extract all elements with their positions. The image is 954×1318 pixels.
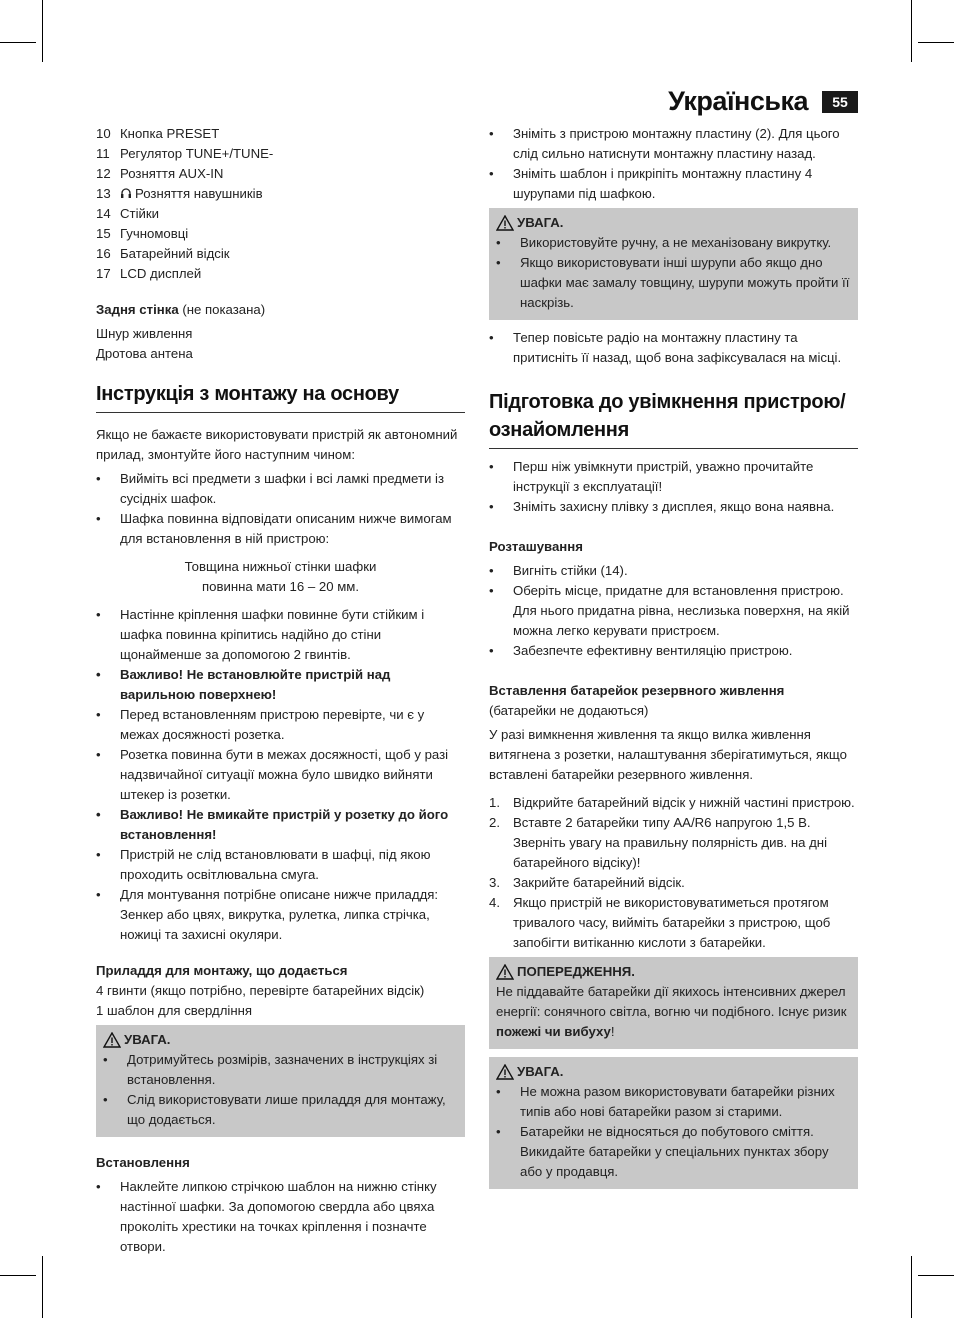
list-item: 4. Якщо пристрій не використовуватиметься протягом тривалого часу, вийміть батарейки з пристрою, щоб запобігти витіканню кислоти з батарейки. xyxy=(489,895,831,950)
warning-icon xyxy=(496,964,514,980)
warning-icon xyxy=(496,215,514,231)
warning-box xyxy=(489,957,858,1049)
accessory-item: 4 гвинти (якщо потрібно, перевірте батарейних відсік) xyxy=(96,983,425,998)
caution-box xyxy=(96,1025,465,1137)
warning-text: Не піддавайте батарейки дії якихось інтенсивних джерел енергії: сонячного світла, вогню чи подібного. Існує ризик пожежі чи вибуху! xyxy=(496,984,847,1039)
left-column xyxy=(96,124,465,1257)
caution-title: УВАГА. xyxy=(124,1032,171,1047)
location-bullets xyxy=(489,561,858,661)
list-item: • Шафка повинна відповідати описаним нижче вимогам для встановлення в ній пристрою: xyxy=(96,509,465,549)
list-item: • Зніміть захисну плівку з дисплея, якщо вона наявна. xyxy=(489,497,858,517)
section-heading-mounting: Інструкція з монтажу на основу xyxy=(96,380,465,413)
crop-mark xyxy=(0,1275,36,1276)
thickness-requirement: Товщина нижньої стінки шафки xyxy=(184,559,377,574)
battery-intro: У разі вимкнення живлення та якщо вилка живлення витягнена з розетки, налаштування зберігатимуться, якщо вставлені батарейки резервного живлення. xyxy=(489,727,847,782)
list-item: 14 Стійки xyxy=(96,206,159,221)
page-number: 55 xyxy=(822,91,858,113)
battery-steps xyxy=(489,793,858,953)
list-item: • Наклейте липкою стрічкою шаблон на нижню стінку настінної шафки. За допомогою свердла або цвяха проколіть хрестики на точках кріплення і позначте отвори. xyxy=(96,1177,465,1257)
crop-mark xyxy=(42,1256,43,1318)
list-item: • Важливо! Не вмикайте пристрій у розетку до його встановлення! xyxy=(96,805,465,845)
headphones-icon xyxy=(120,187,132,199)
thickness-requirement: повинна мати 16 – 20 мм. xyxy=(201,579,360,594)
list-item: • Важливо! Не встановлюйте пристрій над варильною поверхнею! xyxy=(96,665,465,705)
list-item: • Тепер повісьте радіо на монтажну пластину та притисніть її назад, щоб вона зафіксувалася на місці. xyxy=(489,328,858,368)
crop-mark xyxy=(911,1256,912,1318)
list-item: • Розетка повинна бути в межах досяжності, щоб у разі надзвичайної ситуації можна було швидко вийняти штекер із розетки. xyxy=(96,745,465,805)
crop-mark xyxy=(911,0,912,62)
crop-mark xyxy=(918,42,954,43)
preparation-bullets xyxy=(489,457,858,517)
rear-item: Дротова антена xyxy=(96,346,193,361)
caution-title: УВАГА. xyxy=(517,1064,564,1079)
warning-icon xyxy=(103,1032,121,1048)
location-heading: Розташування xyxy=(489,539,583,554)
crop-mark xyxy=(42,0,43,62)
warning-title: ПОПЕРЕДЖЕННЯ. xyxy=(517,964,635,979)
list-item: 17 LCD дисплей xyxy=(96,266,202,281)
list-item: • Для монтування потрібне описане нижче приладдя: Зенкер або цвях, викрутка, рулетка, липка стрічка, ножиці та захисні окуляри. xyxy=(96,885,465,945)
mounting-intro: Якщо не бажаєте використовувати пристрій як автономний прилад, змонтуйте його наступним чином: xyxy=(96,427,458,462)
battery-heading: Вставлення батарейок резервного живлення xyxy=(489,683,785,698)
list-item: • Перед встановленням пристрою перевірте, чи є у межах досяжності розетка. xyxy=(96,705,465,745)
list-item: 15 Гучномовці xyxy=(96,226,189,241)
list-item: • Не можна разом використовувати батарейки різних типів або нові батарейки разом зі старими. xyxy=(496,1082,851,1122)
mounting-bullets-2 xyxy=(96,605,465,945)
crop-mark xyxy=(0,42,36,43)
list-item: • Пристрій не слід встановлювати в шафці, під якою проходить освітлювальна смуга. xyxy=(96,845,465,885)
rear-panel-heading: Задня стінка (не показана) xyxy=(96,302,266,317)
list-item: • Вигніть стійки (14). xyxy=(489,561,858,581)
crop-mark xyxy=(918,1275,954,1276)
hang-bullet xyxy=(489,328,858,368)
installation-heading: Встановлення xyxy=(96,1155,190,1170)
warning-icon xyxy=(496,1064,514,1080)
parts-list xyxy=(96,124,465,284)
list-item: 11 Регулятор TUNE+/TUNE- xyxy=(96,146,274,161)
list-item: • Зніміть з пристрою монтажну пластину (2). Для цього слід сильно натиснути монтажну пластину назад. xyxy=(489,124,858,164)
mounting-bullets xyxy=(96,469,465,549)
list-item: • Забезпечте ефективну вентиляцію пристрою. xyxy=(489,641,858,661)
list-item: • Використовуйте ручну, а не механізовану викрутку. xyxy=(496,233,851,253)
list-item: 1. Відкрийте батарейний відсік у нижній частині пристрою. xyxy=(489,795,855,810)
list-item: • Зніміть шаблон і прикріпіть монтажну пластину 4 шурупами під шафкою. xyxy=(489,164,858,204)
list-item: • Оберіть місце, придатне для встановлення пристрою. Для нього придатна рівна, неслизька поверхня, на якій можна легко керувати пристроєм. xyxy=(489,581,858,641)
list-item: • Слід використовувати лише приладдя для монтажу, що додається. xyxy=(103,1090,458,1130)
list-item: 2. Вставте 2 батарейки типу AA/R6 напругою 1,5 В. Зверніть увагу на правильну полярність див. на дні батарейного відсіку)! xyxy=(489,815,828,870)
list-item: 3. Закрийте батарейний відсік. xyxy=(489,875,685,890)
list-item: • Настінне кріплення шафки повинне бути стійким і шафка повинна кріпитись надійно до стіни щонайменше за допомогою 2 гвинтів. xyxy=(96,605,465,665)
installation-bullets xyxy=(96,1177,465,1257)
list-item: • Вийміть всі предмети з шафки і всі ламкі предмети із сусідніх шафок. xyxy=(96,469,465,509)
right-column xyxy=(489,124,858,1189)
battery-note: (батарейки не додаються) xyxy=(489,703,649,718)
list-item: 13 Розняття навушників xyxy=(96,186,263,201)
list-item: • Якщо використовувати інші шурупи або якщо дно шафки має замалу товщину, шурупи можуть пройти її наскрізь. xyxy=(496,253,851,313)
caution-title: УВАГА. xyxy=(517,215,564,230)
list-item: 12 Розняття AUX-IN xyxy=(96,166,224,181)
list-item: • Дотримуйтесь розмірів, зазначених в інструкціях зі встановлення. xyxy=(103,1050,458,1090)
accessories-heading: Приладдя для монтажу, що додається xyxy=(96,963,348,978)
section-heading-preparation: Підготовка до увімкнення пристрою/ ознайомлення xyxy=(489,388,858,449)
caution-box xyxy=(489,1057,858,1189)
caution-box xyxy=(489,208,858,320)
installation-bullets-cont xyxy=(489,124,858,204)
accessory-item: 1 шаблон для свердління xyxy=(96,1003,253,1018)
rear-item: Шнур живлення xyxy=(96,326,193,341)
list-item: 16 Батарейний відсік xyxy=(96,246,230,261)
page-title: Українська xyxy=(668,86,808,116)
list-item: • Батарейки не відносяться до побутового сміття. Викидайте батарейки у спеціальних пунктах збору або у продавця. xyxy=(496,1122,851,1182)
list-item: 10 Кнопка PRESET xyxy=(96,126,220,141)
list-item: • Перш ніж увімкнути пристрій, уважно прочитайте інструкції з експлуатації! xyxy=(489,457,858,497)
